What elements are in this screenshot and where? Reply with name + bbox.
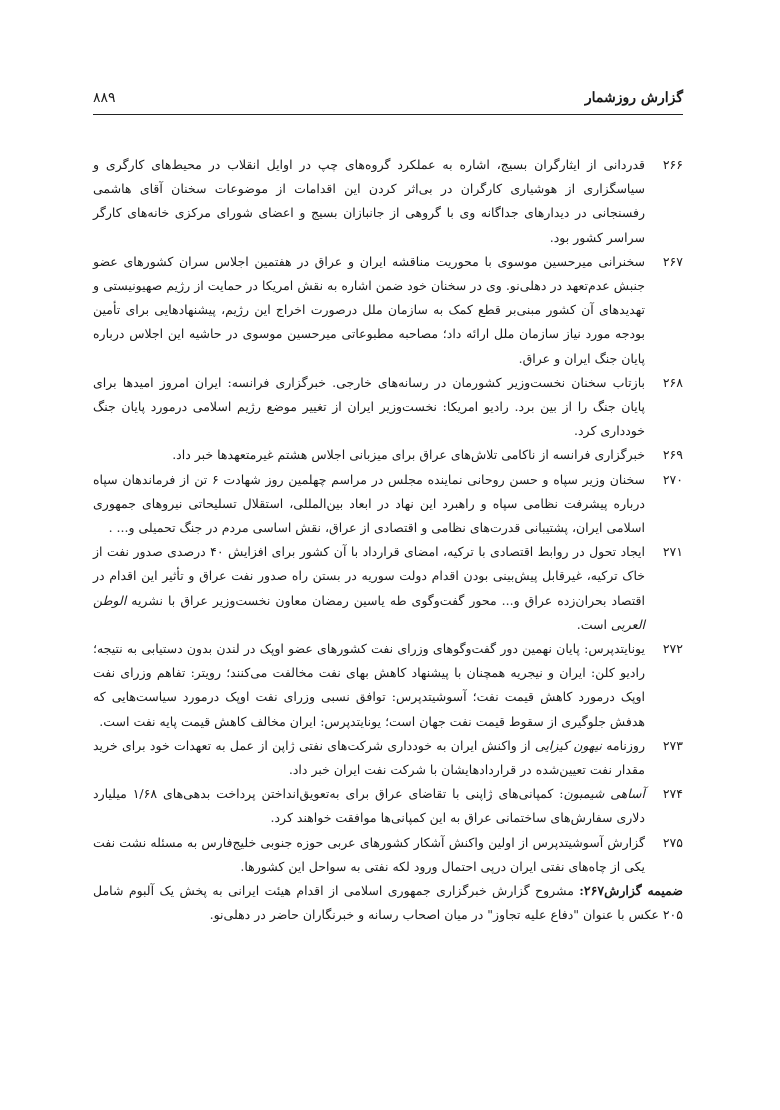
page-number: ۸۸۹ <box>93 90 116 106</box>
entry-271 <box>93 540 683 637</box>
entry-number: ۲۷۰ <box>662 471 683 487</box>
entry-number: ۲۶۹ <box>662 447 683 463</box>
entry-267 <box>93 250 683 371</box>
publication-title: نیهون کیزایی <box>534 737 602 753</box>
entry-266 <box>93 153 683 250</box>
header-title: گزارش روزشمار <box>584 90 683 106</box>
entry-number: ۲۷۲ <box>662 641 683 657</box>
document-page <box>93 88 683 1088</box>
entry-272 <box>93 637 683 734</box>
entry-text: خبرگزاری فرانسه از ناکامی تلاش‌های عراق برای میزبانی اجلاس هشتم غیرمتعهدها خبر داد. <box>172 447 645 463</box>
entry-number: ۲۶۶ <box>662 157 683 172</box>
entry-text: سخنان وزیر سپاه و حسن روحانی نماینده مجلس در مراسم چهلمین روز شهادت ۶ تن از فرماندهان سپاه درباره پیشرفت نظامی سپاه و راهبرد این نهاد در ابعاد بین‌المللی، استقلال تسلیحاتی نیروهای جمهوری اسلامی ایران، پشتیبانی قدرت‌های نظامی و اقتصادی از عراق، نقش اساسی مردم در جنگ تحمیلی و... . <box>93 471 646 536</box>
entry-270 <box>93 468 683 541</box>
entry-268 <box>93 371 683 444</box>
entry-text: بازتاب سخنان نخست‌وزیر کشورمان در رسانه‌های خارجی. خبرگزاری فرانسه: ایران امروز امیدها برای پایان جنگ را از بین برد. رادیو امریکا: نخست‌وزیر ایران از تغییر موضع رژیم اسلامی درمورد پایان جنگ خودداری کرد. <box>93 374 645 439</box>
entry-275 <box>93 831 683 879</box>
entry-number: ۲۷۴ <box>662 786 683 802</box>
entry-text: یونایتدپرس: پایان نهمین دور گفت‌وگوهای وزرای نفت کشورهای عضو اوپک در لندن بدون دستیابی به نتیجه؛ رادیو کلن: ایران و نیجریه همچنان با پیشنهاد کاهش بهای نفت مخالفت می‌کنند؛ رویتر: تفاهم وزرای نفت اوپک درمورد کاهش قیمت نفت؛ آسوشیتدپرس: توافق نسبی وزرای نفت اوپک درمورد سیاست‌هایی که هدفش جلوگیری از سقوط قیمت نفت جهان است؛ یونایتدپرس: ایران مخالف کاهش قیمت پایه نفت است. <box>93 641 645 729</box>
entry-text-start: ایجاد تحول در روابط اقتصادی با ترکیه، امضای قرارداد با آن کشور برای افزایش ۴۰ درصدی صدور نفت از خاک ترکیه، غیرقابل پیش‌بینی بودن اقدام دولت سوریه در بستن راه صدور نفت عراق و تأثیر این اقدام در اقتصاد بحران‌زده عراق و... محور گفت‌وگوی طه یاسین رمضان معاون نخست‌وزیر عراق با نشریه <box>93 544 645 608</box>
entry-text-end: از واکنش ایران به خودداری شرکت‌های نفتی ژاپن از عمل به تعهدات خود برای خرید مقدار نفت تعیین‌شده در قراردادهایشان با شرکت نفت ایران خبر داد. <box>93 737 645 778</box>
entry-number: ۲۷۱ <box>662 544 683 560</box>
entry-text-end: است. <box>576 616 611 632</box>
entry-number: ۲۶۸ <box>662 374 683 390</box>
appendix-note <box>93 879 683 927</box>
entry-269 <box>93 443 683 467</box>
running-header <box>93 88 683 115</box>
appendix-text: مشروح گزارش خبرگزاری جمهوری اسلامی از اقدام هیئت ایرانی به پخش یک آلبوم شامل ۲۰۵ عکس با عنوان "دفاع علیه تجاوز" در میان اصحاب رسانه و خبرنگاران حاضر در دهلی‌نو. <box>93 883 683 923</box>
publication-title: الوطن العربی <box>93 592 645 632</box>
appendix-label: ضمیمه گزارش۲۶۷: <box>579 883 683 899</box>
entry-list <box>93 153 683 928</box>
publication-title: آساهی شیمبون <box>563 786 646 802</box>
entry-number: ۲۶۷ <box>662 253 683 269</box>
entry-number: ۲۷۵ <box>662 834 683 850</box>
entry-number: ۲۷۳ <box>662 737 683 753</box>
entry-273 <box>93 734 683 782</box>
entry-274 <box>93 782 683 830</box>
entry-text: قدردانی از ایثارگران بسیج، اشاره به عملکرد گروه‌های چپ در اوایل انقلاب در محیط‌های کارگری و سیاسگزاری از هوشیاری کارگران در بی‌اثر کردن این اقدامات از موضوعات سخنان آقای هاشمی رفسنجانی در دیدارهای جداگانه وی با گروهی از جانبازان بسیج و اعضای شورای مرکزی خانه‌های کارگر سراسر کشور بود. <box>93 157 645 245</box>
entry-text: سخنرانی میرحسین موسوی با محوریت مناقشه ایران و عراق در هفتمین اجلاس سران کشورهای عضو جنبش عدم‌تعهد در دهلی‌نو. وی در سخنان خود ضمن اشاره به نقش امریکا در حمایت از رژیم صهیونیستی و تهدیدهای آن کشور مبنی‌بر قطع کمک به سازمان ملل درصورت اخراج این رژیم، پیشنهادهایی برای تأمین بودجه مورد نیاز سازمان ملل ارائه داد؛ مصاحبه مطبوعاتی میرحسین موسوی در حاشیه این اجلاس درباره پایان جنگ ایران و عراق. <box>93 253 645 366</box>
entry-text-start: روزنامه <box>601 737 645 753</box>
entry-text-end: : کمپانی‌های ژاپنی با تقاضای عراق برای به‌تعویق‌انداختن پرداخت بدهی‌های ۱/۶۸ میلیارد دلاری سفارش‌های ساختمانی عراق به این کمپانی‌ها موافقت خواهند کرد. <box>93 786 645 826</box>
entry-text: گزارش آسوشیتدپرس از اولین واکنش آشکار کشورهای عربی حوزه جنوبی خلیج‌فارس به مسئله نشت نفت یکی از چاه‌های نفتی ایران درپی احتمال ورود لکه نفتی به سواحل این کشورها. <box>93 834 645 874</box>
